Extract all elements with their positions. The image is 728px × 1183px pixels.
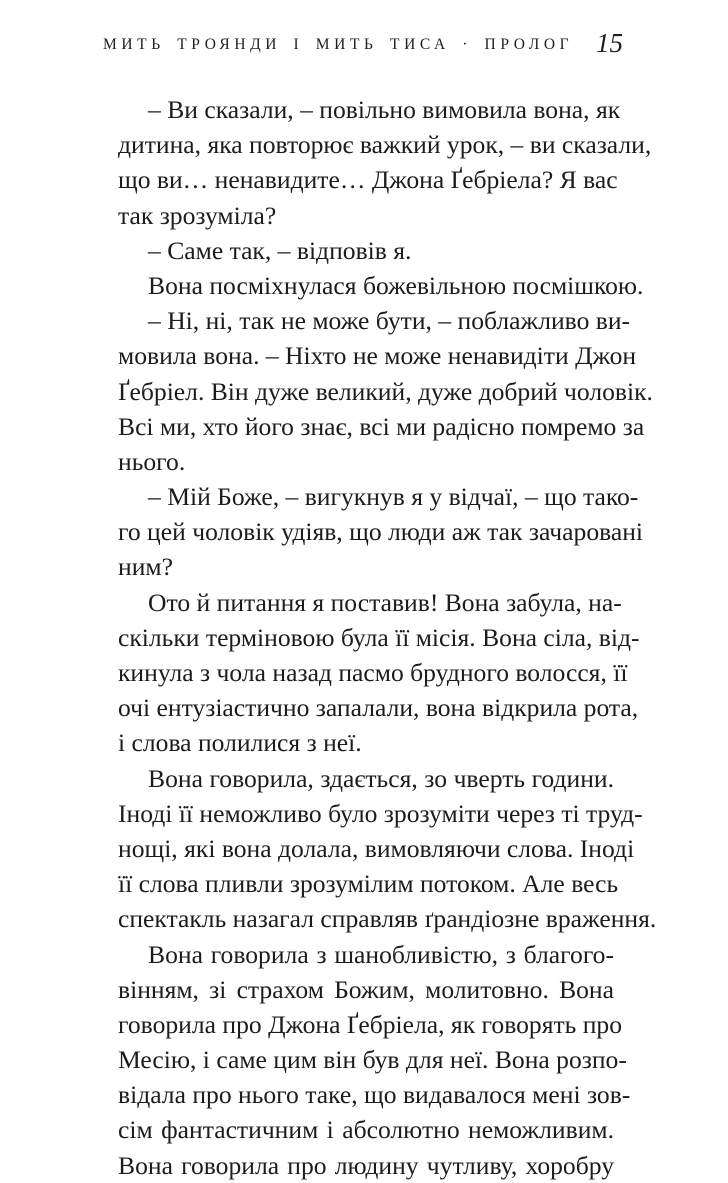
text-line: дитина, яка повторює важкий урок, – ви сказали, bbox=[118, 130, 652, 160]
text-line: скільки терміновою була її місія. Вона сіла, від- bbox=[118, 622, 640, 652]
text-line: відала про нього таке, що видавалося мені зов- bbox=[118, 1080, 631, 1110]
text-line: – Саме так, – відповів я. bbox=[148, 235, 412, 265]
text-line: Вона говорила про людину чутливу, хоробру bbox=[118, 1150, 614, 1180]
text-line: го цей чоловік удіяв, що люди аж так зачаровані bbox=[118, 517, 644, 547]
text-line: її слова пливли зрозумілим потоком. Але весь bbox=[118, 869, 619, 899]
text-line: Ото й питання я поставив! Вона забула, на- bbox=[148, 587, 622, 617]
text-line: – Ви сказали, – повільно вимовила вона, як bbox=[148, 95, 621, 124]
page-number: 15 bbox=[596, 28, 623, 58]
text-line: спектакль назагал справляв ґрандіозне враження. bbox=[118, 904, 657, 934]
running-head bbox=[103, 28, 623, 62]
text-line: – Ні, ні, так не може бути, – поблажливо ви- bbox=[148, 306, 631, 336]
text-line: Вона говорила з шанобливістю, з благого- bbox=[148, 939, 614, 969]
text-line: говорила про Джона Ґебріела, як говорять про bbox=[118, 1009, 623, 1039]
text-line: Вона говорила, здається, зо чверть години. bbox=[148, 763, 614, 793]
text-line: кинула з чола назад пасмо брудного волосся, її bbox=[118, 658, 628, 687]
text-line: нощі, які вона долала, вимовляючи слова. Іноді bbox=[118, 833, 635, 863]
running-title: МИТЬ ТРОЯНДИ І МИТЬ ТИСА · ПРОЛОГ bbox=[103, 36, 574, 53]
text-line: Месію, і саме цим він був для неї. Вона розпо- bbox=[118, 1045, 627, 1075]
text-line: вінням, зі страхом Божим, молитовно. Вона bbox=[118, 974, 614, 1004]
text-line: і слова полилися з неї. bbox=[118, 728, 362, 758]
text-line: сім фантастичним і абсолютно неможливим. bbox=[118, 1115, 614, 1145]
text-line: Іноді її неможливо було зрозуміти через ті труд- bbox=[118, 798, 643, 828]
text-line: нього. bbox=[118, 446, 186, 476]
text-line: мовила вона. – Ніхто не може ненавидіти Джон bbox=[118, 341, 637, 371]
text-line: Ґебріел. Він дуже великий, дуже добрий чоловік. bbox=[118, 376, 653, 406]
text-line: Всі ми, хто його знає, всі ми радісно помремо за bbox=[118, 411, 645, 441]
text-line: так зрозуміла? bbox=[118, 200, 277, 230]
text-line: Вона посміхнулася божевільною посмішкою. bbox=[148, 270, 644, 300]
text-line: – Мій Боже, – вигукнув я у відчаї, – що тако- bbox=[148, 482, 639, 512]
text-line: очі ентузіастично запалали, вона відкрила рота, bbox=[118, 693, 639, 723]
body-text bbox=[118, 92, 657, 1183]
text-line: що ви… ненавидите… Джона Ґебріела? Я вас bbox=[118, 165, 618, 195]
text-line: ним? bbox=[118, 552, 173, 582]
